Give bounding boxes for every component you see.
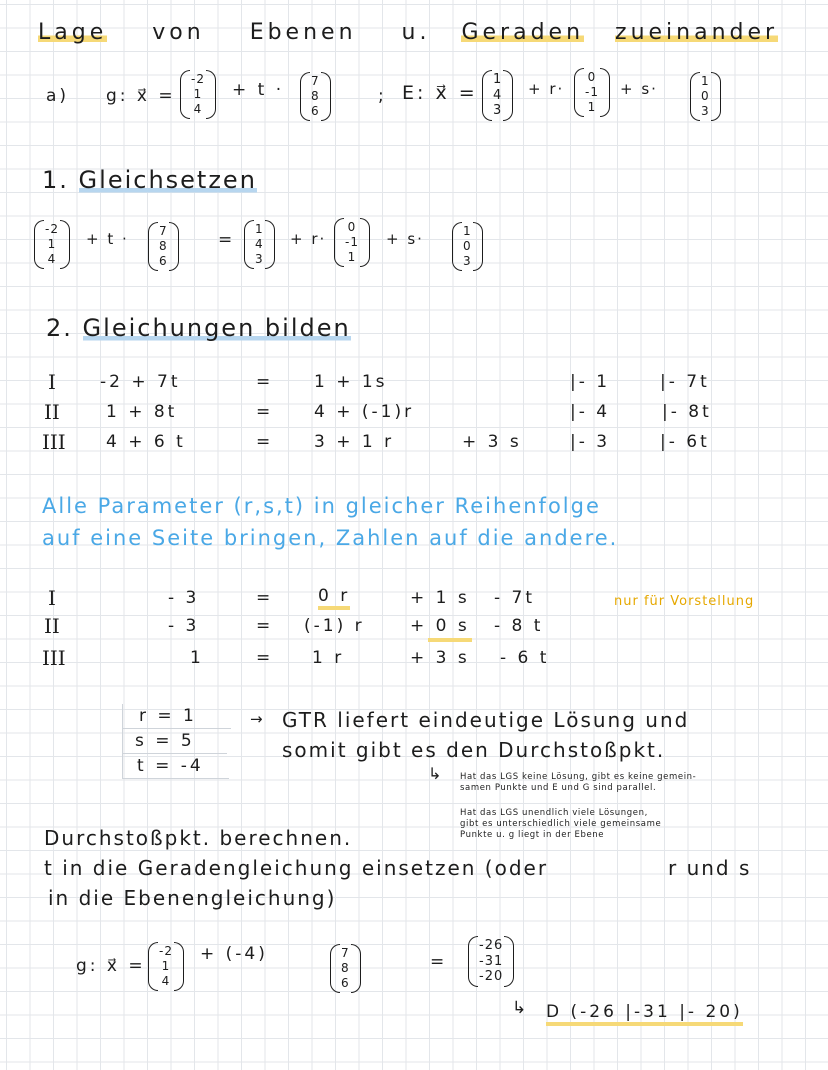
note-no-solution: Hat das LGS keine Lösung, gibt es keine gemein- samen Punkte und E und G sind parallel. [460,772,697,793]
row-roman: III [42,430,66,454]
title-word: zueinander [615,20,779,45]
note-infinite-solutions: Hat das LGS unendlich viele Lösungen, gibt es unterschiedlich viele gemeinsame Punkte u. g liegt in der Ebene [460,808,662,840]
row-lhs: 1 + 8t [106,402,178,422]
sys-s: + 3 s [410,648,470,668]
arrow-icon: → [250,710,263,728]
sys-t: - 7t [494,588,536,608]
row-extra: + 3 s [462,432,522,452]
row-equals: = [256,432,274,452]
solution-s: s = 5 [123,729,227,754]
calc-line1: Durchstoßpkt. berechnen. [44,826,353,850]
plus-r: + r· [528,80,565,98]
parameter-note-line2: auf eine Seite bringen, Zahlen auf die andere. [42,526,619,550]
sys-roman: I [48,586,56,610]
vector-e-support: 1 4 3 [482,70,513,121]
row-lhs: 4 + 6 t [106,432,186,452]
sys-s: + 1 s [410,588,470,608]
step2-title: Gleichungen bilden [82,314,351,342]
solution-r: r = 1 [123,704,231,729]
row-op1: |- 1 [570,372,611,392]
step1-plus-t: + t · [86,230,129,248]
vector-e-r: 0 -1 1 [574,68,610,117]
row-rhs: 3 + 1 r [314,432,395,452]
sys-r: 1 r [312,648,345,668]
sys-r: (-1) r [304,616,365,636]
sys-equals: = [256,588,274,608]
row-op2: |- 7t [660,372,710,392]
part-a-label: a) [46,86,70,106]
line-g-lhs: g: x⃗ = [106,86,176,106]
step1-vector-1: -2 1 4 [34,220,70,269]
step1-vector-2: 7 8 6 [148,222,179,271]
separator: ; [378,86,387,106]
step1-number: 1. [42,166,69,194]
final-vector-2: 7 8 6 [330,944,361,993]
calc-line3: in die Ebenengleichung) [48,886,337,910]
row-lhs: -2 + 7t [100,372,181,392]
row-roman: I [48,370,56,394]
title-word: Geraden [461,20,585,45]
calc-line2a: t in die Geradengleichung einsetzen (oder [44,856,549,880]
final-equals: = [430,952,448,972]
plus-s: + s· [620,80,658,98]
solution-t: t = -4 [123,754,229,779]
step2-number: 2. [46,314,73,342]
solution-values [122,704,219,779]
intersection-point: D (-26 |-31 |- 20) [546,1002,743,1026]
sys-t: - 8 t [494,616,544,636]
step1-vector-3: 1 4 3 [244,220,275,269]
page-title [38,20,778,45]
sys-s: + 0 s [410,616,470,636]
row-equals: = [256,372,274,392]
final-plus: + (-4) [200,944,268,964]
title-word: Lage [38,20,108,45]
row-equals: = [256,402,274,422]
step1-heading [42,166,257,194]
title-word: Ebenen [249,20,357,45]
vector-g-direction: 7 8 6 [300,72,331,121]
row-roman: II [44,400,60,424]
sys-equals: = [256,616,274,636]
row-op1: |- 4 [570,402,611,422]
step1-vector-5: 1 0 3 [452,222,483,271]
plane-e-lhs: E: x⃗ = [402,82,478,104]
final-lhs: g: x⃗ = [76,956,146,976]
step1-vector-4: 0 -1 1 [334,218,370,267]
row-rhs: 1 + 1s [314,372,388,392]
sys-equals: = [256,648,274,668]
step2-heading [46,314,351,342]
final-hook-icon: ↳ [512,998,527,1018]
plus-t: + t · [232,80,285,100]
sys-roman: II [44,614,60,638]
final-result-vector: -26 -31 -20 [468,936,514,987]
step1-equals: = [218,230,236,250]
step1-plus-s: + s· [386,230,424,248]
sys-roman: III [42,646,66,670]
hook-arrow-icon: ↳ [428,764,442,783]
calc-line2b: r und s [668,856,752,880]
step1-plus-r: + r· [290,230,327,248]
row-op2: |- 6t [660,432,710,452]
parameter-note-line1: Alle Parameter (r,s,t) in gleicher Reihenfolge [42,494,601,518]
vector-g-support: -2 1 4 [180,70,216,119]
row-op2: |- 8t [662,402,712,422]
solution-text-line1: GTR liefert eindeutige Lösung und [282,708,690,732]
final-vector-1: -2 1 4 [148,942,184,991]
row-rhs: 4 + (-1)r [314,402,415,422]
title-word: u. [401,20,431,45]
sys-r: 0 r [318,586,350,610]
row-op1: |- 3 [570,432,611,452]
title-word: von [152,20,205,45]
sys-lhs: 1 [190,648,204,668]
step1-title: Gleichsetzen [78,166,257,194]
highlight-underline [428,638,472,642]
sys-lhs: - 3 [168,616,200,636]
vector-e-s: 1 0 3 [690,72,721,121]
solution-text-line2: somit gibt es den Durchstoßpkt. [282,738,666,762]
sys-lhs: - 3 [168,588,200,608]
sys-t: - 6 t [500,648,550,668]
side-note: nur für Vorstellung [614,594,755,609]
